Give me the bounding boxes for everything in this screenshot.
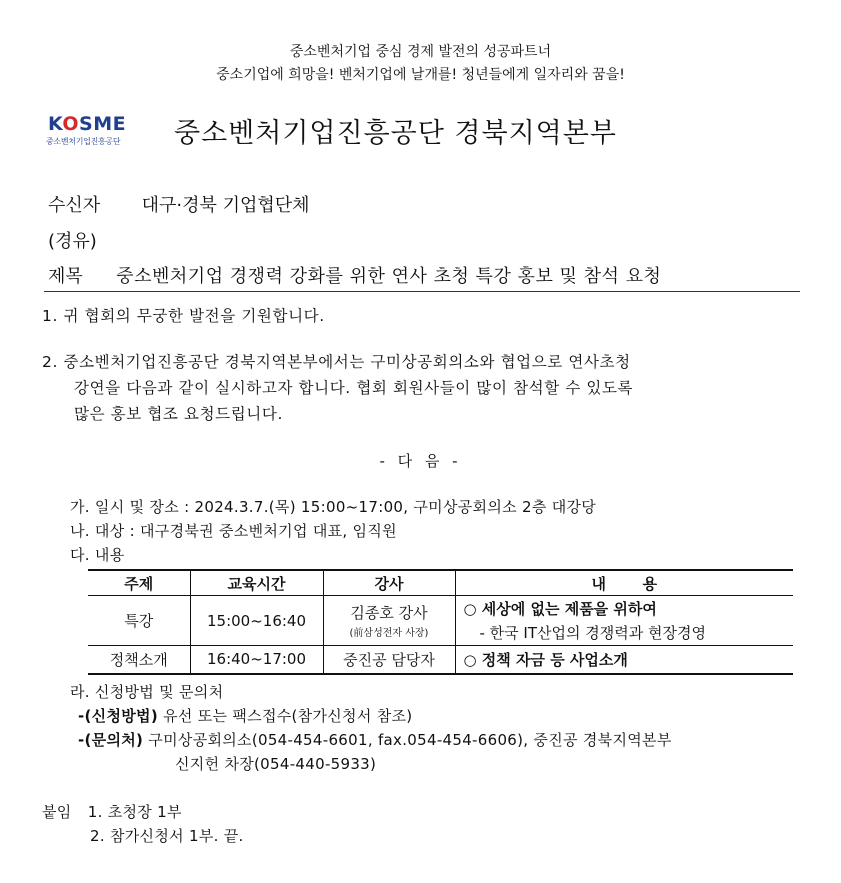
row1-speaker-note: (前삼성전자 사장) bbox=[349, 628, 429, 639]
header-content: 내 용 bbox=[455, 570, 793, 596]
row1-content-sub: - 한국 IT산업의 경쟁력과 현장경영 bbox=[479, 624, 706, 642]
inquiry-contact-person: 신지헌 차장(054-440-5933) bbox=[175, 755, 377, 773]
row1-time: 15:00~16:40 bbox=[190, 596, 323, 646]
row2-time: 16:40~17:00 bbox=[190, 646, 323, 674]
table-row bbox=[88, 646, 793, 674]
schedule-table bbox=[88, 569, 793, 675]
da-eum-heading: - 다 음 - bbox=[379, 452, 462, 470]
paragraph-2-line-2: 강연을 다음과 같이 실시하고자 합니다. 협회 회원사들이 많이 참석할 수 있도록 bbox=[74, 379, 634, 397]
apply-row bbox=[78, 705, 412, 726]
row1-speaker-cell bbox=[323, 596, 455, 646]
logo-subtitle: 중소벤처기업진흥공단 bbox=[46, 137, 121, 146]
attachment-item-2: 2. 참가신청서 1부. 끝. bbox=[90, 827, 244, 845]
logo-letter-o: O bbox=[62, 113, 80, 135]
attachments-row-1 bbox=[42, 801, 182, 822]
kosme-logo bbox=[46, 113, 144, 153]
detail-na: 나. 대상 : 대구경북권 중소벤처기업 대표, 임직원 bbox=[70, 522, 397, 540]
logo-letter-k: K bbox=[48, 113, 63, 135]
inquiry-label: -(문의처) bbox=[78, 731, 144, 749]
slogan-line-1: 중소벤처기업 중심 경제 발전의 성공파트너 bbox=[289, 44, 552, 60]
row1-content-cell bbox=[455, 596, 793, 646]
row1-topic: 특강 bbox=[88, 596, 190, 646]
apply-label: -(신청방법) bbox=[78, 707, 158, 725]
header-divider bbox=[44, 291, 800, 292]
slogan-line-2: 중소기업에 희망을! 벤처기업에 날개를! 청년들에게 일자리와 꿈을! bbox=[216, 67, 625, 83]
inquiry-value: 구미상공회의소(054-454-6601, fax.054-454-6606), 중진공 경북지역본부 bbox=[143, 731, 672, 749]
subject-value: 중소벤처기업 경쟁력 강화를 위한 연사 초청 특강 홍보 및 참석 요청 bbox=[116, 266, 662, 287]
table-row bbox=[88, 596, 793, 646]
apply-value: 유선 또는 팩스접수(참가신청서 참조) bbox=[158, 707, 413, 725]
detail-da: 다. 내용 bbox=[70, 546, 125, 564]
row1-speaker: 김종호 강사 bbox=[350, 604, 428, 622]
table-header-row bbox=[88, 570, 793, 596]
detail-ga: 가. 일시 및 장소 : 2024.3.7.(목) 15:00~17:00, 구미상공회의소 2층 대강당 bbox=[70, 498, 597, 516]
recipient-value: 대구·경북 기업협단체 bbox=[141, 195, 310, 216]
row2-speaker: 중진공 담당자 bbox=[323, 646, 455, 674]
logo-letters-sme: SME bbox=[79, 113, 127, 135]
row1-content-main: ○ 세상에 없는 제품을 위하여 bbox=[463, 600, 657, 618]
inquiry-row bbox=[78, 729, 672, 750]
subject-row bbox=[48, 262, 661, 288]
via-label: (경유) bbox=[48, 231, 97, 252]
paragraph-1: 1. 귀 협회의 무궁한 발전을 기원합니다. bbox=[42, 307, 325, 325]
recipient-label: 수신자 bbox=[48, 195, 101, 216]
organization-name: 중소벤처기업진흥공단 경북지역본부 bbox=[174, 118, 617, 149]
subject-label: 제목 bbox=[48, 266, 83, 287]
header-time: 교육시간 bbox=[190, 570, 323, 596]
row2-content-main: ○ 정책 자금 등 사업소개 bbox=[455, 646, 793, 674]
paragraph-2-line-3: 많은 홍보 협조 요청드립니다. bbox=[74, 405, 283, 423]
header-speaker: 강사 bbox=[323, 570, 455, 596]
row2-topic: 정책소개 bbox=[88, 646, 190, 674]
header-topic: 주제 bbox=[88, 570, 190, 596]
recipient-row bbox=[48, 191, 310, 217]
attachments-label: 붙임 bbox=[42, 803, 72, 821]
attachment-item-1: 1. 초청장 1부 bbox=[87, 803, 182, 821]
contact-heading: 라. 신청방법 및 문의처 bbox=[70, 683, 224, 701]
paragraph-2-line-1: 2. 중소벤처기업진흥공단 경북지역본부에서는 구미상공회의소와 협업으로 연사초청 bbox=[42, 353, 631, 371]
